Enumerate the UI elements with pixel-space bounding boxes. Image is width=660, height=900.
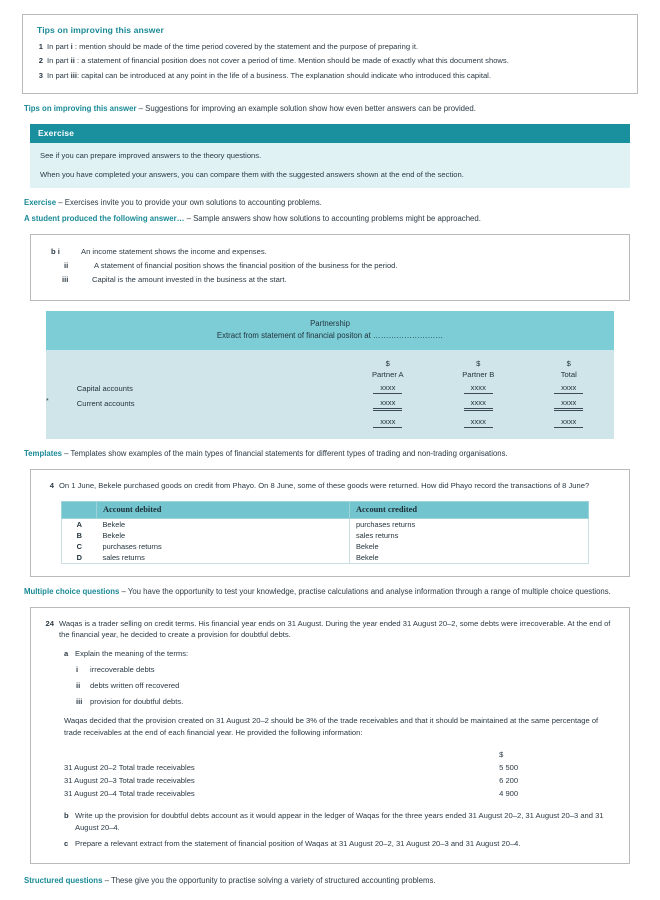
- caption-exercise: [24, 197, 636, 209]
- answer-row: [51, 246, 617, 258]
- row-value: [524, 411, 615, 430]
- table-row-headers: [46, 368, 614, 381]
- row-label: Current accounts: [76, 398, 135, 408]
- mcq-cell-credited: purchases returns: [349, 518, 588, 530]
- table-row: [46, 381, 614, 396]
- tips-item-text-b: : capital can be introduced at any point in the life of a business. The explanation should indicate who introduced this capital.: [76, 70, 491, 80]
- answer-row-text: Capital is the amount invested in the business at the start.: [92, 275, 287, 285]
- exercise-line: See if you can prepare improved answers to the theory questions.: [40, 151, 262, 161]
- table-row[interactable]: [62, 541, 589, 552]
- table-header-row: [64, 748, 569, 761]
- value-text: xxxx: [464, 417, 493, 428]
- mcq-option-letter: D: [62, 552, 97, 564]
- mcq-cell-credited: Bekele: [349, 541, 588, 552]
- caption-structured-lead: Structured questions: [24, 876, 103, 886]
- caption-templates: [24, 448, 636, 460]
- tips-panel: [22, 14, 638, 94]
- partnership-template-subtitle: Extract from statement of financial positon at ………………………: [216, 330, 444, 340]
- caption-student-answer-body: – Sample answers show how solutions to accounting problems might be approached.: [184, 214, 481, 224]
- tips-item-marker: iii: [70, 70, 77, 80]
- mcq-option-letter: B: [62, 530, 97, 541]
- mcq-panel: [30, 469, 630, 577]
- answer-row-key: b i: [51, 247, 60, 257]
- row-value: [343, 396, 433, 411]
- partnership-template: [46, 311, 614, 439]
- value-text: xxxx: [464, 398, 493, 409]
- exercise-heading: Exercise: [30, 124, 630, 143]
- figures-currency-symbol: $: [499, 749, 504, 759]
- value-text: xxxx: [373, 383, 402, 394]
- answer-row: [51, 260, 617, 272]
- caption-tips-body: – Suggestions for improving an example solution show how even better answers can be provided.: [136, 104, 476, 114]
- sq-part-a-item: [43, 696, 617, 708]
- table-row: [46, 396, 614, 411]
- exercise-block: [30, 124, 630, 188]
- sq-part-a: [43, 648, 617, 660]
- tips-item-number: 1: [38, 42, 43, 51]
- sq-part-a-item-text: irrecoverable debts: [90, 664, 155, 674]
- table-row: [64, 761, 569, 774]
- figures-label-header: [64, 748, 495, 761]
- row-value: [343, 381, 433, 396]
- caption-templates-body: – Templates show examples of the main types of financial statements for different types of trading and non-trading organisations.: [62, 448, 508, 458]
- caption-exercise-lead: Exercise: [24, 198, 57, 208]
- value-text: xxxx: [554, 398, 583, 409]
- value-text: xxxx: [373, 398, 402, 409]
- row-label: [49, 411, 343, 430]
- sq-part-c-text: Prepare a relevant extract from the statement of financial position of Waqas at 31 August 20–2, 31 August 20–3 and 31 August 20–4.: [75, 839, 521, 849]
- column-header-partner-b: Partner B: [462, 369, 495, 379]
- row-label: [49, 368, 343, 381]
- tips-item-text: [47, 70, 625, 81]
- mcq-option-letter: C: [62, 541, 97, 552]
- sq-question-number: 24: [45, 618, 54, 628]
- sq-part-a-item-key: iii: [76, 696, 83, 706]
- figure-amount: 5 500: [499, 762, 519, 772]
- caption-mcq: [24, 586, 636, 598]
- table-row: [46, 411, 614, 430]
- column-header-total: Total: [560, 369, 577, 379]
- value-text: xxxx: [554, 417, 583, 428]
- sq-part-a-item-key: ii: [76, 680, 81, 690]
- row-label: [49, 357, 343, 368]
- tips-item-text: [47, 41, 625, 52]
- caption-tips: [24, 103, 636, 115]
- sq-part-b-key: b: [64, 810, 69, 820]
- table-header-row: [62, 501, 589, 518]
- caption-structured-body: – These give you the opportunity to practise solving a variety of structured accounting problems.: [102, 876, 436, 886]
- tips-item-number: 3: [38, 70, 43, 80]
- sq-part-b-text: Write up the provision for doubtful debts account as it would appear in the ledger of Waqas for the three years ended 31 August 20–2, 31 August 20–3 and 31 August 20–4.: [75, 810, 604, 832]
- mcq-option-letter: A: [62, 518, 97, 530]
- caption-structured: [24, 875, 636, 887]
- sq-figures-table: [64, 748, 569, 800]
- answer-row: [51, 274, 617, 286]
- mcq-options-table: [61, 501, 589, 564]
- mcq-question: [43, 480, 617, 492]
- sq-part-a-text: Explain the meaning of the terms:: [75, 649, 189, 659]
- sq-part-c-key: c: [64, 839, 69, 849]
- answer-row-text: An income statement shows the income and expenses.: [81, 247, 267, 257]
- currency-symbol: $: [476, 358, 481, 368]
- tips-item-marker: i: [70, 42, 73, 51]
- table-row[interactable]: [62, 552, 589, 564]
- sq-part-a-item: [43, 680, 617, 692]
- answer-row-text: A statement of financial position shows the financial position of the business for the period.: [94, 261, 398, 271]
- figure-label: 31 August 20–2 Total trade receivables: [64, 762, 195, 772]
- tips-item-number: 2: [38, 56, 43, 66]
- caption-templates-lead: Templates: [24, 448, 62, 458]
- table-row[interactable]: [62, 530, 589, 541]
- mcq-cell-credited: Bekele: [349, 552, 588, 564]
- exercise-body: [30, 143, 630, 188]
- column-header-partner-a: Partner A: [371, 369, 404, 379]
- caption-exercise-body: – Exercises invite you to provide your own solutions to accounting problems.: [56, 198, 322, 208]
- table-row-currency: [46, 357, 614, 368]
- partnership-table: [46, 357, 614, 430]
- tips-item-text-a: In part: [47, 42, 71, 51]
- sq-part-b: [43, 810, 617, 834]
- partnership-template-title: Partnership: [310, 318, 350, 328]
- mcq-cell-debited: purchases returns: [97, 541, 350, 552]
- tips-list-item: [35, 70, 625, 81]
- exercise-line: When you have completed your answers, you can compare them with the suggested answers shown at the end of the section.: [40, 169, 464, 179]
- mcq-cell-debited: Bekele: [97, 518, 350, 530]
- student-answer-panel: [30, 234, 630, 300]
- row-value: [343, 411, 433, 430]
- value-text: xxxx: [554, 383, 583, 394]
- caption-mcq-body: – You have the opportunity to test your knowledge, practise calculations and analyse information through a range of multiple choice questions.: [119, 586, 611, 596]
- row-mark: *: [46, 397, 49, 405]
- tips-item-text-a: In part: [47, 70, 71, 80]
- row-value: [524, 381, 615, 396]
- currency-symbol: $: [385, 358, 390, 368]
- tips-item-text-b: : mention should be made of the time period covered by the statement and the purpose of preparing it.: [72, 42, 419, 51]
- partnership-template-header: [46, 311, 614, 350]
- currency-symbol: $: [566, 358, 571, 368]
- tips-item-marker: ii: [70, 56, 75, 66]
- caption-mcq-lead: Multiple choice questions: [24, 586, 120, 596]
- figure-label: 31 August 20–3 Total trade receivables: [64, 775, 195, 785]
- mcq-col-option: [62, 501, 97, 518]
- figure-amount: 4 900: [499, 788, 519, 798]
- tips-list-item: [35, 41, 625, 52]
- mcq-question-number: 4: [49, 480, 54, 490]
- row-value: [433, 381, 523, 396]
- row-value: [433, 396, 523, 411]
- partnership-template-body: [46, 350, 614, 439]
- caption-student-answer-lead: A student produced the following answer…: [24, 214, 185, 224]
- tips-item-text-b: : a statement of financial position does not cover a period of time. Mention should be made of exactly what this document shows.: [74, 56, 509, 66]
- table-row: [64, 774, 569, 787]
- mcq-cell-credited: sales returns: [349, 530, 588, 541]
- mcq-col-account-debited: Account debited: [97, 501, 350, 518]
- figure-label: 31 August 20–4 Total trade receivables: [64, 788, 195, 798]
- sq-part-a-item-text: provision for doubtful debts.: [90, 696, 184, 706]
- answer-row-key: iii: [62, 275, 69, 285]
- sq-part-c: [43, 838, 617, 850]
- sq-question-text: Waqas is a trader selling on credit terms. His financial year ends on 31 August. During the year ended 31 August 20–2, some debts were irrecoverable. At the end of the financial year, he decided to create a provision for doubtful debts.: [59, 618, 611, 640]
- caption-student-answer: [24, 213, 636, 225]
- sq-part-a-item: [43, 664, 617, 676]
- structured-question-panel: [30, 607, 630, 864]
- mcq-cell-debited: Bekele: [97, 530, 350, 541]
- mcq-cell-debited: sales returns: [97, 552, 350, 564]
- caption-tips-lead: Tips on improving this answer: [24, 104, 137, 114]
- sq-question: [43, 618, 617, 642]
- sq-part-a-key: a: [64, 649, 69, 659]
- row-value: [524, 396, 615, 411]
- table-row[interactable]: [62, 518, 589, 530]
- mcq-question-text: On 1 June, Bekele purchased goods on credit from Phayo. On 8 June, some of these goods were returned. How did Phayo record the transactions of 8 June?: [59, 480, 590, 490]
- tips-item-text: [47, 55, 625, 66]
- row-value: [433, 411, 523, 430]
- table-row: [64, 787, 569, 800]
- sq-info-paragraph: Waqas decided that the provision created on 31 August 20–2 should be 3% of the trade receivables and that it should be maintained at the same percentage of trade receivables at the end of each financial year. He provided the following information:: [64, 716, 599, 738]
- value-text: xxxx: [373, 417, 402, 428]
- mcq-col-account-credited: Account credited: [349, 501, 588, 518]
- tips-list-item: [35, 55, 625, 66]
- answer-row-key: ii: [64, 261, 69, 271]
- value-text: xxxx: [464, 383, 493, 394]
- row-label: Capital accounts: [76, 383, 133, 393]
- sq-part-a-item-text: debts written off recovered: [90, 680, 180, 690]
- tips-panel-title: Tips on improving this answer: [37, 25, 164, 35]
- sq-part-a-item-key: i: [76, 664, 79, 674]
- tips-list: [35, 41, 625, 81]
- tips-item-text-a: In part: [47, 56, 71, 66]
- figure-amount: 6 200: [499, 775, 519, 785]
